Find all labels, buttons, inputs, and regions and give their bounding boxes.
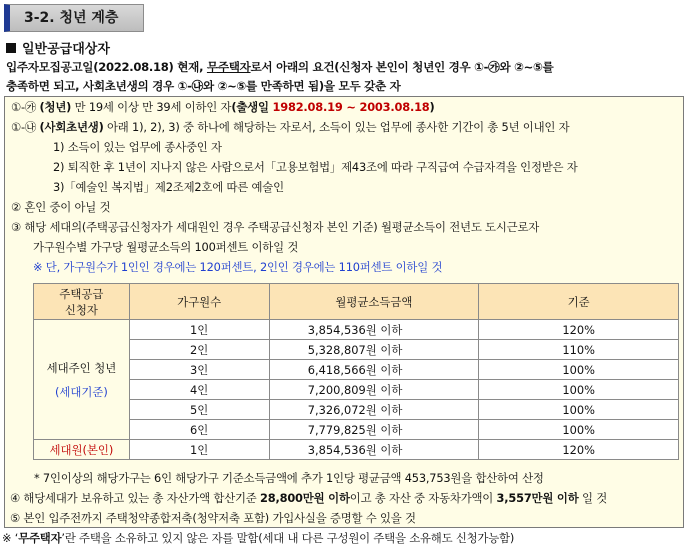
req-3-line-1: ③ 해당 세대의(주택공급신청자가 세대원인 경우 주택공급신청자 본인 기준) 월평균소득이 전년도 도시근로자 xyxy=(11,220,540,234)
table-row xyxy=(34,400,679,420)
cell-members: 4인 xyxy=(129,380,269,400)
footnote-suffix: ’란 주택을 소유하고 있지 않은 자를 말함(세대 내 다른 구성원이 주택을 소유해도 신청가능함) xyxy=(61,531,515,545)
req-1a xyxy=(11,99,435,115)
req-4 xyxy=(10,490,607,506)
header-members: 가구원수 xyxy=(129,284,269,320)
req-1a-text: 만 19세 이상 만 39세 이하인 자 xyxy=(71,100,232,114)
group-household-member: 세대원(본인) xyxy=(34,440,130,460)
section-title: 3-2. 청년 계층 xyxy=(4,4,144,32)
footnote-term: 무주택자 xyxy=(18,531,62,545)
req-3-line-2: 가구원수별 가구당 월평균소득의 100퍼센트 이하일 것 xyxy=(33,240,299,254)
req-1b-item-2: 2) 퇴직한 후 1년이 지나지 않은 사람으로서「고용보험법」제43조에 따라 구직급여 수급자격을 인정받은 자 xyxy=(53,160,578,174)
req-2: ② 혼인 중이 아닐 것 xyxy=(11,200,111,214)
intro-line-2: 충족하면 되고, 사회초년생의 경우 ①-㉯와 ②~⑤를 만족하면 됨)을 모두 갖춘 자 xyxy=(6,79,401,93)
header-standard: 기준 xyxy=(479,284,679,320)
req-4-part2: 이고 총 자산 중 자동차가액이 xyxy=(349,491,497,505)
cell-members: 2인 xyxy=(129,340,269,360)
header-applicant-line1: 주택공급 xyxy=(59,286,104,301)
cell-members: 6인 xyxy=(129,420,269,440)
group-household-head xyxy=(34,320,130,440)
square-bullet-icon xyxy=(6,43,16,53)
req-1b-marker: ①-㉯ xyxy=(11,120,37,134)
req-1b-item-1: 1) 소득이 있는 업무에 종사중인 자 xyxy=(53,140,222,154)
table-row xyxy=(34,420,679,440)
req-1a-birth-close: ) xyxy=(429,100,435,114)
table-row xyxy=(34,340,679,360)
cell-income: 7,200,809원 이하 xyxy=(269,380,479,400)
table-row xyxy=(34,320,679,340)
cell-standard: 110% xyxy=(479,340,679,360)
intro-line-1 xyxy=(6,58,684,77)
table-note: * 7인이상의 해당가구는 6인 해당가구 기준소득금액에 추가 1인당 평균금액 453,753원을 합산하여 산정 xyxy=(34,471,544,485)
cell-income: 7,779,825원 이하 xyxy=(269,420,479,440)
footnote xyxy=(2,530,514,546)
subheading xyxy=(6,38,110,57)
req-4-amount1: 28,800만원 이하 xyxy=(260,491,350,505)
cell-standard: 120% xyxy=(479,320,679,340)
cell-income: 3,854,536원 이하 xyxy=(269,320,479,340)
cell-members: 5인 xyxy=(129,400,269,420)
cell-standard: 100% xyxy=(479,360,679,380)
req-4-part1: ④ 해당세대가 보유하고 있는 총 자산가액 합산기준 xyxy=(10,491,261,505)
cell-standard: 100% xyxy=(479,380,679,400)
cell-standard: 100% xyxy=(479,420,679,440)
req-1b-text: 아래 1), 2), 3) 중 하나에 해당하는 자로서, 소득이 있는 업무에 종사한 기간이 총 5년 이내인 자 xyxy=(103,120,570,134)
req-1a-label: (청년) xyxy=(39,100,72,114)
header-applicant xyxy=(34,284,130,320)
income-table xyxy=(33,283,679,460)
group-household-head-sub: (세대기준) xyxy=(54,384,108,399)
table-header-row xyxy=(34,284,679,320)
footnote-prefix: ※ ‘ xyxy=(2,531,19,545)
header-income: 월평균소득금액 xyxy=(269,284,479,320)
table-row xyxy=(34,440,679,460)
intro-part1: 입주자모집공고일(2022.08.18) 현재, xyxy=(6,60,207,74)
cell-income: 5,328,807원 이하 xyxy=(269,340,479,360)
req-1a-marker: ①-㉮ xyxy=(11,100,37,114)
cell-members: 1인 xyxy=(129,440,269,460)
cell-income: 7,326,072원 이하 xyxy=(269,400,479,420)
cell-income: 3,854,536원 이하 xyxy=(269,440,479,460)
intro-paragraph xyxy=(6,58,684,96)
group-household-head-label: 세대주인 청년 xyxy=(46,360,117,375)
req-1a-birth-range: 1982.08.19 ~ 2003.08.18 xyxy=(272,100,430,114)
cell-standard: 100% xyxy=(479,400,679,420)
cell-income: 6,418,566원 이하 xyxy=(269,360,479,380)
cell-members: 3인 xyxy=(129,360,269,380)
req-1a-birth-label: (출생일 xyxy=(231,100,273,114)
table-row xyxy=(34,380,679,400)
req-3-note: ※ 단, 가구원수가 1인인 경우에는 120퍼센트, 2인인 경우에는 110퍼센트 이하일 것 xyxy=(33,260,443,274)
table-row xyxy=(34,360,679,380)
subheading-text: 일반공급대상자 xyxy=(22,42,110,57)
cell-standard: 120% xyxy=(479,440,679,460)
intro-part2: 로서 아래의 요건(신청자 본인이 청년인 경우 ①-㉮와 ②~⑤를 xyxy=(250,60,554,74)
req-1b xyxy=(11,119,569,135)
cell-members: 1인 xyxy=(129,320,269,340)
req-1b-item-3: 3)「예술인 복지법」제2조제2호에 따른 예술인 xyxy=(53,180,284,194)
req-5: ⑤ 본인 입주전까지 주택청약종합저축(청약저축 포함) 가입사실을 증명할 수 있을 것 xyxy=(10,511,416,525)
intro-underlined-term: 무주택자 xyxy=(206,60,251,74)
req-4-part3: 일 것 xyxy=(578,491,607,505)
req-1b-label: (사회초년생) xyxy=(39,120,104,134)
header-applicant-line2: 신청자 xyxy=(64,302,98,317)
req-4-amount2: 3,557만원 이하 xyxy=(496,491,579,505)
